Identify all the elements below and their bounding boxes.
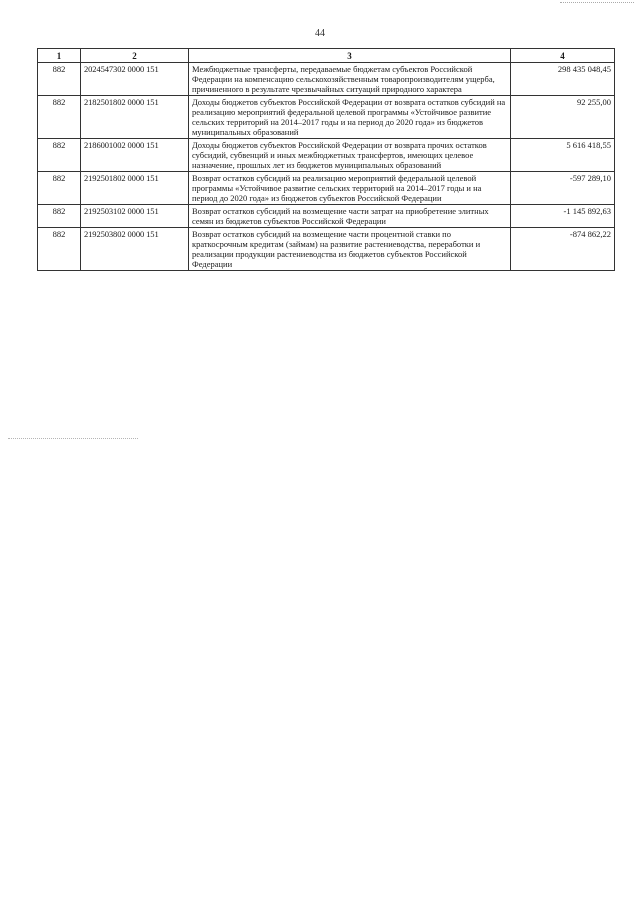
scan-artifact-left	[8, 438, 138, 441]
column-header-admin: 1	[38, 49, 81, 63]
amount-cell: 5 616 418,55	[511, 139, 615, 172]
table-row	[38, 139, 615, 172]
table-row	[38, 205, 615, 228]
description-cell: Возврат остатков субсидий на возмещение части затрат на приобретение элитных семян из бюджетов субъектов Российской Федерации	[189, 205, 511, 228]
column-header-code: 2	[81, 49, 189, 63]
admin-code-cell: 882	[38, 205, 81, 228]
table-row	[38, 63, 615, 96]
table-row	[38, 172, 615, 205]
description-cell: Возврат остатков субсидий на возмещение части процентной ставки по краткосрочным кредитам (займам) на развитие растениеводства, переработки и реализации продукции растениеводства из бюджетов субъектов Российской Федерации	[189, 228, 511, 271]
description-cell: Доходы бюджетов субъектов Российской Федерации от возврата прочих остатков субсидий, субвенций и иных межбюджетных трансфертов, имеющих целевое назначение, прошлых лет из бюджетов муниципальных образований	[189, 139, 511, 172]
admin-code-cell: 882	[38, 63, 81, 96]
description-cell: Межбюджетные трансферты, передаваемые бюджетам субъектов Российской Федерации на компенсацию сельскохозяйственным товаропроизводителям ущерба, причиненного в результате чрезвычайных ситуаций природного характера	[189, 63, 511, 96]
budget-table	[37, 48, 615, 271]
admin-code-cell: 882	[38, 172, 81, 205]
budget-code-cell: 2182501802 0000 151	[81, 96, 189, 139]
budget-code-cell: 2186001002 0000 151	[81, 139, 189, 172]
budget-code-cell: 2192503102 0000 151	[81, 205, 189, 228]
description-cell: Доходы бюджетов субъектов Российской Федерации от возврата остатков субсидий на реализацию мероприятий федеральной целевой программы «Устойчивое развитие сельских территорий на 2014–2017 годы и на период до 2020 года» из бюджетов муниципальных образований	[189, 96, 511, 139]
table-row	[38, 96, 615, 139]
admin-code-cell: 882	[38, 228, 81, 271]
admin-code-cell: 882	[38, 96, 81, 139]
column-header-amount: 4	[511, 49, 615, 63]
amount-cell: 298 435 048,45	[511, 63, 615, 96]
admin-code-cell: 882	[38, 139, 81, 172]
description-cell: Возврат остатков субсидий на реализацию мероприятий федеральной целевой программы «Устойчивое развитие сельских территорий на 2014–2017 годы и на период до 2020 года» из бюджетов субъектов Российской Федерации	[189, 172, 511, 205]
amount-cell: 92 255,00	[511, 96, 615, 139]
table-header-row	[38, 49, 615, 63]
budget-code-cell: 2192501802 0000 151	[81, 172, 189, 205]
amount-cell: -597 289,10	[511, 172, 615, 205]
amount-cell: -874 862,22	[511, 228, 615, 271]
page-number: 44	[315, 28, 325, 39]
budget-code-cell: 2024547302 0000 151	[81, 63, 189, 96]
column-header-description: 3	[189, 49, 511, 63]
amount-cell: -1 145 892,63	[511, 205, 615, 228]
budget-code-cell: 2192503802 0000 151	[81, 228, 189, 271]
table-row	[38, 228, 615, 271]
scan-artifact-top	[560, 2, 634, 5]
